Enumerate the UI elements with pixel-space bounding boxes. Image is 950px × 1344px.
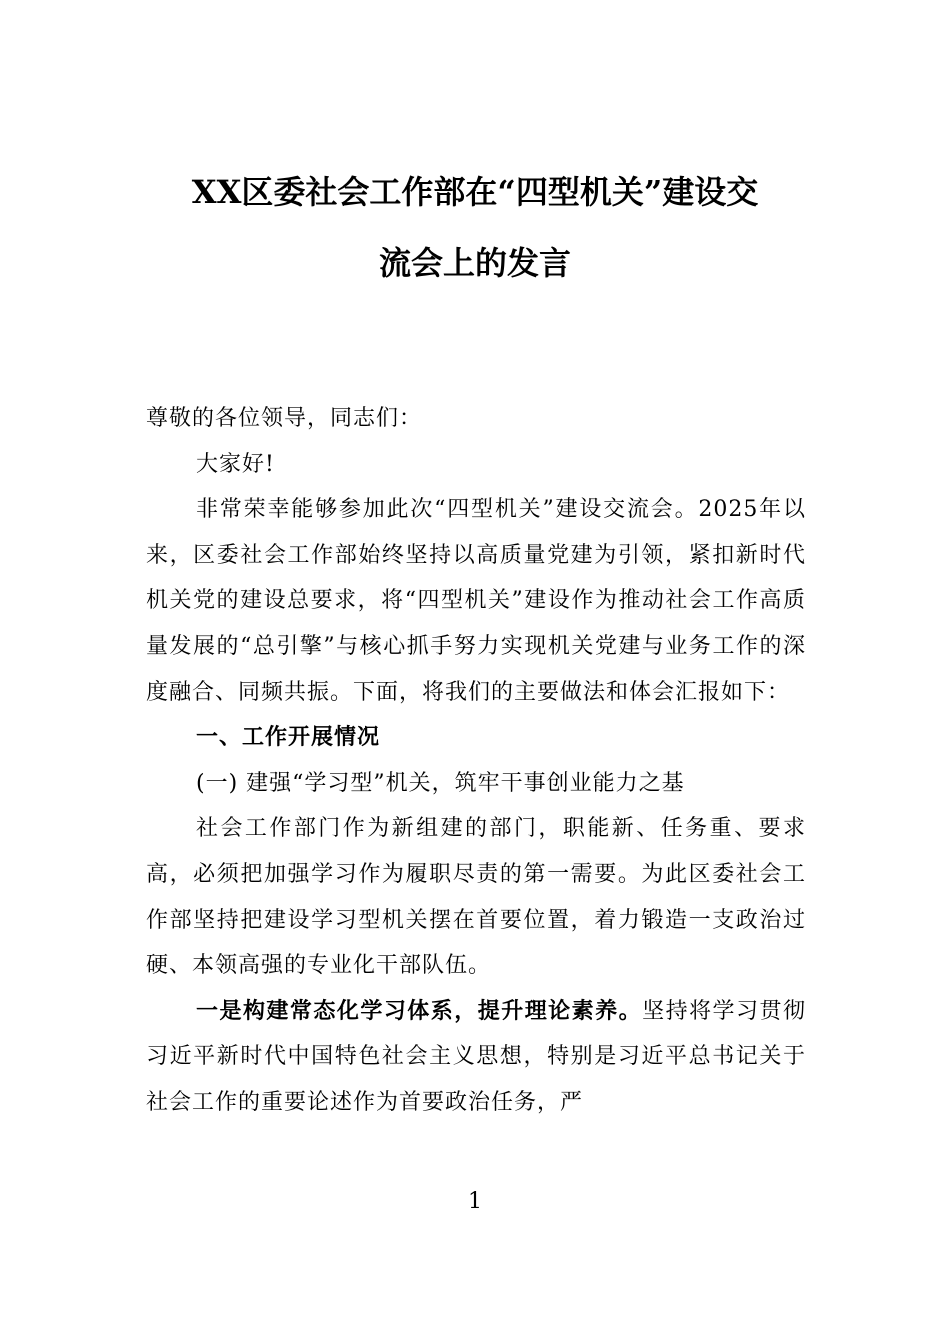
page-number: 1 bbox=[468, 1189, 482, 1214]
document-title-line-1: XX区委社会工作部在“四型机关”建设交 bbox=[191, 173, 759, 211]
point-text: 坚持将学习贯彻习近平新时代中国特色社会主义思想，特别是习近平总书记关于社会工作的重要论述作为首要政治任务，严 bbox=[146, 998, 806, 1115]
subsection-heading: (一) 建强“学习型”机关，筑牢干事创业能力之基 bbox=[196, 770, 685, 796]
greeting: 大家好! bbox=[196, 451, 275, 477]
point-lead: 一是构建常态化学习体系，提升理论素养。 bbox=[196, 997, 643, 1024]
salutation: 尊敬的各位领导，同志们： bbox=[146, 406, 423, 431]
section-heading: 一、工作开展情况 bbox=[196, 724, 381, 751]
document-body bbox=[146, 396, 806, 1126]
subsection-paragraph: 社会工作部门作为新组建的部门，职能新、任务重、要求高，必须把加强学习作为履职尽责的第一需要。为此区委社会工作部坚持把建设学习型机关摆在首要位置，着力锻造一支政治过硬、本领高强的专业化干部队伍。 bbox=[146, 816, 806, 979]
point-paragraph bbox=[146, 989, 806, 1126]
document-title-line-2: 流会上的发言 bbox=[378, 244, 571, 282]
intro-paragraph: 非常荣幸能够参加此次“四型机关”建设交流会。2025年以来，区委社会工作部始终坚持以高质量党建为引领，紧扣新时代机关党的建设总要求，将“四型机关”建设作为推动社会工作高质量发展的“总引擎”与核心抓手努力实现机关党建与业务工作的深度融合、同频共振。下面，将我们的主要做法和体会汇报如下： bbox=[146, 497, 806, 705]
